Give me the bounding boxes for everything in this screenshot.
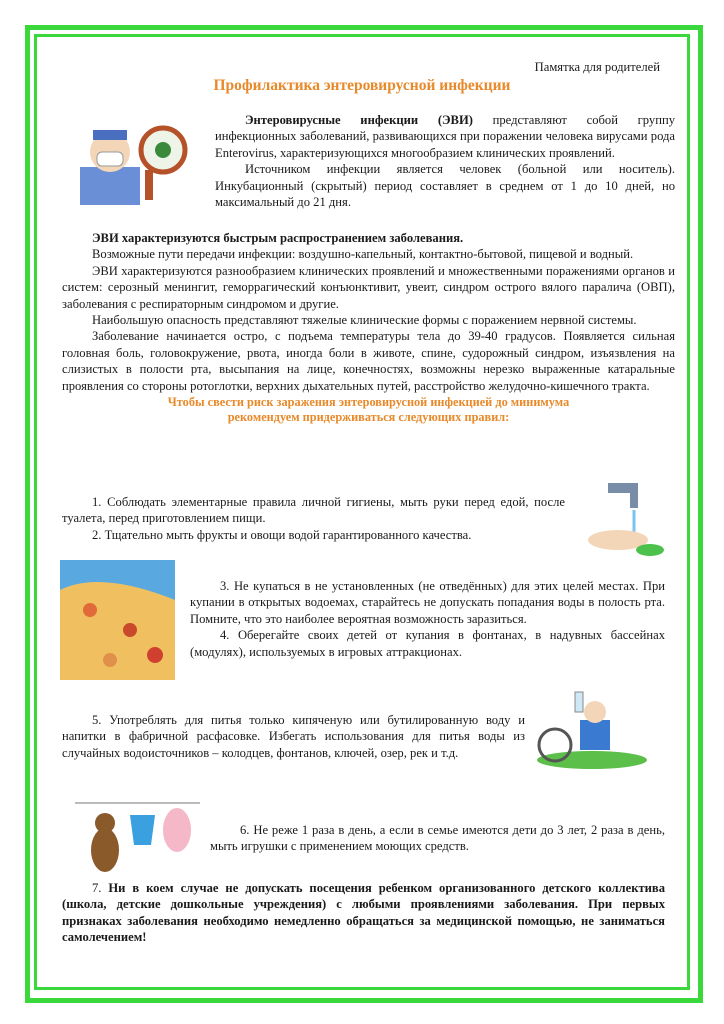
rule-7-block — [62, 880, 665, 946]
rule-5-block — [62, 712, 525, 761]
rules-1-2 — [62, 494, 565, 543]
intro-paragraph-1 — [215, 112, 675, 161]
rule-6: 6. Не реже 1 раза в день, а если в семье имеются дети до 3 лет, 2 раза в день, мыть игрушки с применением моющих средств. — [210, 823, 665, 854]
rule-3: 3. Не купаться в не установленных (не отведённых) для этих целей местах. При купании в открытых водоемах, старайтесь не допускать попадания воды в полость рта. Помните, что это наиболее вероятная возможность заразиться. — [190, 579, 665, 626]
rule-4: 4. Оберегайте своих детей от купания в фонтанах, в надувных бассейнах (модулях), используемых в игровых аттракционах. — [190, 628, 665, 659]
body-paragraph: Заболевание начинается остро, с подъема температуры тела до 39-40 градусов. Появляется сильная головная боль, головокружение, рвота, иногда боли в животе, спине, судорожный синдром, изъязвления на слизистых в полости рта, высыпания на лице, конечностях, возможны нерезко выраженные катаральные проявления со стороны ротоглотки, верхних дыхательных путей, расстройство желудочно-кишечного тракта. — [62, 329, 675, 393]
body-section — [62, 230, 675, 425]
body-paragraph: Наибольшую опасность представляют тяжелые клинические формы с поражением нервной системы. — [92, 313, 637, 328]
body-bold-text: ЭВИ характеризуются быстрым распространением заболевания. — [92, 231, 464, 245]
memo-label: Памятка для родителей — [534, 60, 660, 74]
rule-7-number: 7. — [92, 881, 109, 895]
rule-1: 1. Соблюдать элементарные правила личной гигиены, мыть руки перед едой, после туалета, перед приготовлением пищи. — [62, 495, 565, 526]
rules-heading-line-1: Чтобы свести риск заражения энтеровирусной инфекцией до минимума — [167, 395, 570, 410]
rule-2: 2. Тщательно мыть фрукты и овощи водой гарантированного качества. — [92, 527, 472, 542]
rules-3-4 — [190, 578, 665, 660]
handwashing-illustration — [578, 478, 666, 560]
doctor-magnifier-illustration — [75, 122, 200, 207]
intro-term: Энтеровирусные инфекции (ЭВИ) — [245, 113, 473, 127]
page-title: Профилактика энтеровирусной инфекции — [213, 77, 511, 94]
rule-7-text: Ни в коем случае не допускать посещения ребенком организованного детского коллектива (школа, детские дошкольные учреждения) с любыми проявлениями заболевания. При первых признаках заболевания необходимо немедленно обращаться за медицинской помощью, не заниматься самолечением! — [62, 881, 665, 945]
rules-heading-line-2: рекомендуем придерживаться следующих правил: — [227, 410, 510, 425]
body-paragraph: ЭВИ характеризуются разнообразием клинических проявлений и множественными поражениями органов и систем: серозный менингит, геморрагический конъюнктивит, увеит, синдром острого вялого паралича (ОВП), заболевания с респираторным синдромом и другие. — [62, 263, 675, 311]
child-drinking-water-illustration — [535, 690, 650, 770]
toys-on-clothesline-illustration — [75, 795, 200, 877]
rule-6-block — [210, 822, 665, 855]
rule-7 — [62, 880, 665, 946]
intro-section — [215, 112, 675, 210]
body-paragraph: Возможные пути передачи инфекции: воздушно-капельный, контактно-бытовой, пищевой и водный. — [92, 247, 634, 262]
rule-5: 5. Употреблять для питья только кипяченую или бутилированную воду и напитки в фабричной расфасовке. Избегать использования для питья воды из случайных водоисточников – колодцев, фонтанов, ключей, озер, рек и т.д. — [62, 713, 525, 760]
intro-text: представляют собой группу инфекционных заболеваний, развивающихся при поражении человека вирусами рода Enterovirus, характеризующихся многообразием клинических проявлений. — [215, 113, 675, 160]
children-swimming-illustration — [60, 560, 175, 680]
intro-paragraph-2: Источником инфекции является человек (больной или носитель). Инкубационный (скрытый) период составляет в среднем от 1 до 10 дней, но максимальный до 21 дня. — [215, 162, 675, 210]
body-bold-statement — [62, 230, 675, 246]
